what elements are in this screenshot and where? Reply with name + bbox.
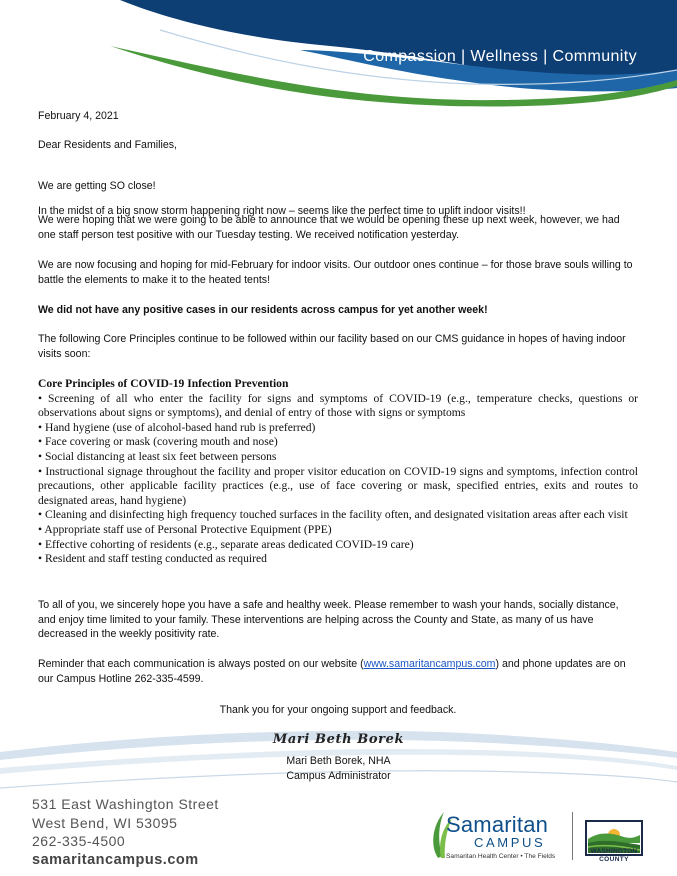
list-item: • Hand hygiene (use of alcohol-based hand rub is preferred) [38, 420, 316, 434]
list-item: • Resident and staff testing conducted as required [38, 552, 267, 566]
samaritan-logo-campus: CAMPUS [474, 835, 546, 850]
salutation: Dear Residents and Families, [38, 139, 177, 151]
county-logo-line-2: COUNTY [599, 856, 629, 863]
list-item: • Appropriate staff use of Personal Protective Equipment (PPE) [38, 522, 332, 536]
paragraph-4-bold: We did not have any positive cases in our residents across campus for yet another week! [38, 304, 488, 316]
samaritan-logo-subtitle: Samaritan Health Center • The Fields [446, 853, 556, 860]
samaritan-logo-name: Samaritan [446, 812, 549, 837]
footer-address [32, 795, 219, 869]
address-line-1: 531 East Washington Street [32, 796, 219, 812]
thank-you-line: Thank you for your ongoing support and feedback. [219, 704, 457, 716]
paragraph-7-text-before: Reminder that each communication is always posted on our website ( [38, 658, 364, 670]
list-item: • Face covering or mask (covering mouth and nose) [38, 435, 278, 449]
paragraph-1-line-2: In the midst of a big snow storm happening right now – seems like the perfect time to uplift indoor visits!! [38, 204, 526, 217]
website-link[interactable]: www.samaritancampus.com [363, 658, 496, 670]
header-tagline: Compassion | Wellness | Community [363, 48, 637, 65]
paragraph-3: We are now focusing and hoping for mid-February for indoor visits. Our outdoor ones continue – for those brave souls willing to battle the elements to make it to the heated tents! [38, 259, 633, 286]
paragraph-7 [38, 657, 638, 686]
list-item: • Screening of all who enter the facility for signs and symptoms of COVID-19 (e.g., temperature checks, questions or observations about signs or symptoms), and denial of entry of those with signs or symptoms [38, 391, 638, 420]
list-item: • Social distancing at least six feet between persons [38, 449, 277, 463]
phone-number: 262-335-4500 [32, 833, 126, 849]
signer-title: Campus Administrator [286, 770, 391, 782]
paragraph-1-line-1: We are getting SO close! [38, 179, 156, 192]
signer-name: Mari Beth Borek, NHA [286, 755, 391, 767]
county-logo-line-1: WASHINGTON [590, 848, 638, 855]
paragraph-6: To all of you, we sincerely hope you have a safe and healthy week. Please remember to wash your hands, socially distance, and enjoy time limited to your family. These interventions are helping across the County and State, as many of us have decreased in the weekly positivity rate. [38, 599, 619, 641]
list-item: • Instructional signage throughout the facility and proper visitor education on COVID-19 signs and symptoms, infection control precautions, other applicable facility practices (e.g., use of face covering or mask, specified entries, exits and routes to designated areas, hand hygiene) [38, 464, 638, 507]
core-principles-heading: Core Principles of COVID-19 Infection Prevention [38, 377, 289, 390]
paragraph-7-text-after: ) and phone updates are on our Campus Hotline 262-335-4599. [38, 658, 626, 685]
paragraph-5: The following Core Principles continue to be followed within our facility based on our CMS guidance in hopes of having indoor visits soon: [38, 333, 626, 360]
core-principles-list [38, 377, 638, 567]
footer-website[interactable]: samaritancampus.com [32, 851, 199, 868]
list-item: • Effective cohorting of residents (e.g., separate areas dedicated COVID-19 care) [38, 537, 414, 551]
address-line-2: West Bend, WI 53095 [32, 814, 178, 831]
letter-date: February 4, 2021 [38, 110, 119, 122]
signature: Mari Beth Borek [272, 732, 405, 747]
logo-divider [572, 812, 573, 860]
list-item: • Cleaning and disinfecting high frequency touched surfaces in the facility often, and designated visitation areas after each visit [38, 508, 628, 522]
paragraph-2: We were hoping that we were going to be able to announce that we would be opening these up next week, however, we had one staff person test positive with our Tuesday testing. We received notification yesterday. [38, 214, 620, 241]
